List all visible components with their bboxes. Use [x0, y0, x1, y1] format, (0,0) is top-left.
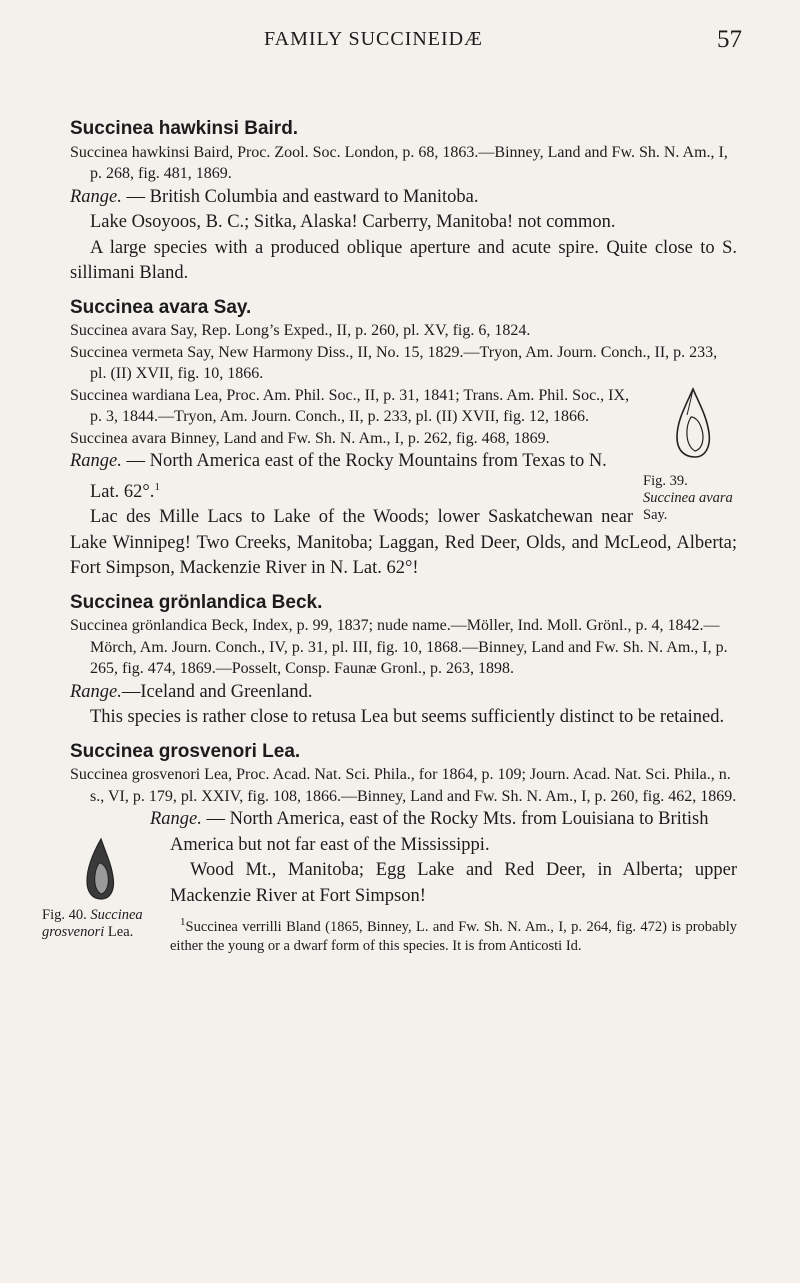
range-hawkinsi: Range. — British Columbia and eastward to Manitoba. [70, 186, 479, 207]
figure-39-caption: Fig. 39. Succinea avara Say. [643, 472, 733, 523]
footnote-number: 1 [180, 916, 186, 929]
synonymy-gronlandica: Succinea grönlandica Beck, Index, p. 99, 1837; nude name.—Möller, Ind. Moll. Grönl., p. 4, 1842.—Mörch, Am. Journ. Conch., IV, p. 31, pl. III, fig. 10, 1868.—Binney, Land and Fw. Sh. N. Am., I, p. 265, fig. 474, 1869.—Posselt, Consp. Faunæ Gronl., p. 263, 1898. [70, 617, 728, 678]
range-label: Range. [70, 681, 122, 702]
synonymy-avara-1: Succinea avara Say, Rep. Long’s Exped., II, p. 260, pl. XV, fig. 6, 1824. [70, 322, 531, 339]
shell-illustration-avara [673, 387, 713, 459]
range-avara: Range. — North America east of the Rocky Mountains from Texas to N. Lat. 62°.$^1$ [70, 451, 607, 502]
species-heading-gronlandica: Succinea grönlandica Beck. [70, 591, 323, 613]
synonymy-grosvenori: Succinea grosvenori Lea, Proc. Acad. Nat. Sci. Phila., for 1864, p. 109; Journ. Acad. Nat. Sci. Phila., n. s., VI, p. 179, pl. XXIV, fig. 108, 1866.—Binney, Land and Fw. Sh. N. Am., I, p. 260, fig. 462, 1869. [70, 766, 737, 805]
page-number: 57 [717, 26, 742, 53]
figure-40 [42, 837, 160, 941]
range-label: Range. [70, 451, 122, 471]
description-hawkinsi: A large species with a produced oblique aperture and acute spire. Quite close to S. sillimani Bland. [70, 237, 737, 283]
running-head: FAMILY SUCCINEIDÆ [264, 28, 483, 50]
range-label: Range. [70, 186, 122, 207]
page-header [0, 26, 800, 66]
page-body [42, 116, 737, 956]
synonymy-avara-3: Succinea wardiana Lea, Proc. Am. Phil. Soc., II, p. 31, 1841; Trans. Am. Phil. Soc., IX, p. 3, 1844.—Tryon, Am. Journ. Conch., II, p. 233, pl. (II) XVII, fig. 12, 1866. [70, 386, 630, 425]
range-grosvenori: Range. — North America, east of the Rocky Mts. from Louisiana to British America but not far east of the Mississippi. [150, 809, 709, 855]
localities-grosvenori: Wood Mt., Manitoba; Egg Lake and Red Deer, in Alberta; upper Mackenzie River at Fort Simpson! [170, 860, 737, 906]
species-heading-avara: Succinea avara Say. [70, 296, 252, 318]
footnote-marker: 1 [154, 480, 160, 493]
range-gronlandica: Range.—Iceland and Greenland. [70, 681, 313, 702]
range-label: Range. [150, 809, 202, 830]
synonymy-avara-4: Succinea avara Binney, Land and Fw. Sh. N. Am., I, p. 262, fig. 468, 1869. [70, 429, 550, 447]
localities-avara: Lac des Mille Lacs to Lake of the Woods; lower Saskatchewan near Lake Winnipeg! Two Creeks, Manitoba; Laggan, Red Deer, Olds, and McLeod, Alberta; Fort Simpson, Mackenzie River in N. Lat. 62°! [70, 507, 737, 579]
species-heading-hawkinsi: Succinea hawkinsi Baird. [70, 118, 299, 139]
figure-40-caption: Fig. 40. Succinea grosvenori Lea. [42, 907, 143, 941]
description-gronlandica: This species is rather close to retusa Lea but seems sufficiently distinct to be retained. [90, 707, 725, 728]
synonymy-hawkinsi: Succinea hawkinsi Baird, Proc. Zool. Soc. London, p. 68, 1863.—Binney, Land and Fw. Sh. N. Am., I, p. 268, fig. 481, 1869. [70, 143, 728, 182]
figure-39 [643, 381, 743, 524]
footnote: $^1$Succinea verrilli Bland (1865, Binney, L. and Fw. Sh. N. Am., I, p. 264, fig. 472) is probably either the young or a dwarf form of this species. It is from Anticosti Id. [170, 916, 737, 954]
shell-illustration-grosvenori [83, 837, 119, 901]
synonymy-avara-2: Succinea vermeta Say, New Harmony Diss., II, No. 15, 1829.—Tryon, Am. Journ. Conch., II, p. 233, pl. (II) XVII, fig. 10, 1866. [70, 343, 718, 382]
species-heading-grosvenori: Succinea grosvenori Lea. [70, 740, 301, 762]
localities-hawkinsi: Lake Osoyoos, B. C.; Sitka, Alaska! Carberry, Manitoba! not common. [90, 212, 616, 232]
